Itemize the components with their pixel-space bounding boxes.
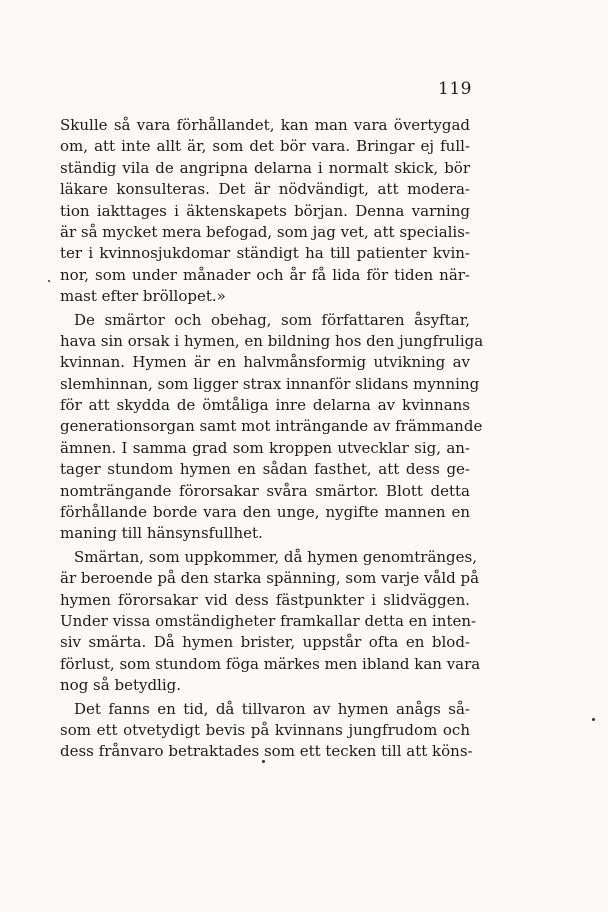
print-speck bbox=[262, 760, 265, 763]
text-line: nog så betydlig. bbox=[60, 676, 182, 695]
text-line: Skulle så vara förhållandet, kan man vara övertygad bbox=[60, 116, 470, 134]
text-line: är beroende på den starka spänning, som varje våld på bbox=[60, 569, 480, 588]
text-line: som ett otvetydigt bevis på kvinnans jungfrudom och bbox=[60, 720, 470, 739]
text-line: Det fanns en tid, då tillvaron av hymen anågs så- bbox=[74, 699, 470, 718]
text-line: siv smärta. Då hymen brister, uppstår ofta en blod- bbox=[60, 633, 470, 652]
text-line: generationsorgan samt mot inträngande av främmande bbox=[60, 417, 483, 436]
text-line: kvinnan. Hymen är en halvmånsformig utvikning av bbox=[60, 353, 470, 372]
text-line: ämnen. I samma grad som kroppen utvecklar sig, an- bbox=[60, 438, 470, 457]
text-line: mast efter bröllopet.» bbox=[60, 287, 226, 306]
text-line: läkare konsulteras. Det är nödvändigt, att modera- bbox=[60, 180, 470, 199]
text-line: ter i kvinnosjukdomar ständigt ha till patienter kvin- bbox=[60, 244, 470, 263]
text-line: hymen förorsakar vid dess fästpunkter i slidväggen. bbox=[60, 590, 470, 609]
text-line: dess frånvaro betraktades som ett tecken till att köns- bbox=[60, 742, 473, 761]
text-line: slemhinnan, som ligger strax innanför slidans mynning bbox=[60, 374, 480, 393]
text-line: nor, som under månader och år få lida för tiden när- bbox=[60, 265, 470, 284]
text-line: för att skydda de ömtåliga inre delarna av kvinnans bbox=[60, 396, 470, 415]
text-line: nomträngande förorsakar svåra smärtor. Blott detta bbox=[60, 481, 470, 500]
text-line: ständig vila de angripna delarna i normalt skick, bör bbox=[60, 158, 470, 177]
body-text bbox=[60, 115, 484, 763]
text-line: tion iakttages i äktenskapets början. Denna varning bbox=[60, 201, 470, 220]
text-line: Smärtan, som uppkommer, då hymen genomtränges, bbox=[74, 547, 477, 566]
print-speck bbox=[48, 280, 50, 282]
page-number: 119 bbox=[438, 79, 472, 99]
text-line: förlust, som stundom föga märkes men ibland kan vara bbox=[60, 654, 481, 673]
text-line: Under vissa omständigheter framkallar detta en inten- bbox=[60, 611, 477, 630]
print-speck bbox=[592, 718, 595, 721]
text-line: maning till hänsynsfullhet. bbox=[60, 524, 263, 543]
text-line: hava sin orsak i hymen, en bildning hos den jungfruliga bbox=[60, 331, 484, 350]
text-line: De smärtor och obehag, som författaren åsyftar, bbox=[74, 310, 470, 329]
text-line: tager stundom hymen en sådan fasthet, att dess ge- bbox=[60, 460, 470, 479]
text-line: om, att inte allt är, som det bör vara. Bringar ej full- bbox=[60, 137, 470, 156]
text-line: förhållande borde vara den unge, nygifte mannen en bbox=[60, 503, 470, 522]
text-line: är så mycket mera befogad, som jag vet, att specialis- bbox=[60, 222, 470, 241]
